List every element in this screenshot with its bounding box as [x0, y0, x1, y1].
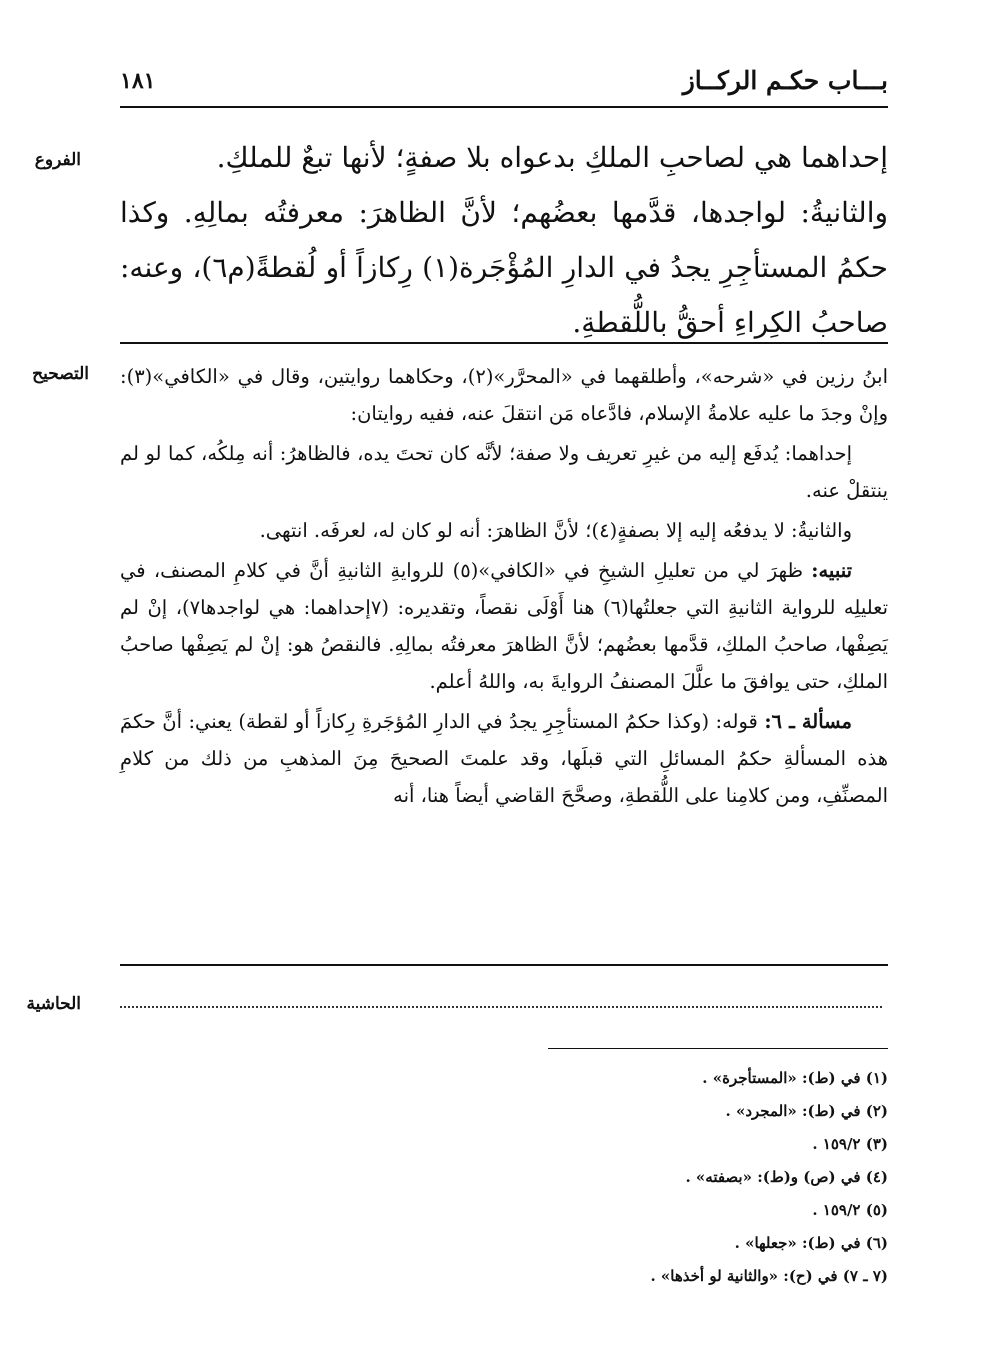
commentary-paragraph [120, 552, 888, 700]
footnotes [420, 1062, 888, 1293]
footnote: (١) في (ط): «المستأجرة» . [702, 1069, 888, 1087]
paragraph-text: والثانيةُ: لا يدفعُه إليه إلا بصفةٍ(٤)؛ لأنَّ الظاهرَ: أنه لو كان له، لعرفَه. انتهى. [259, 519, 852, 542]
page-number: ١٨١ [120, 68, 156, 94]
paragraph-text: ظهرَ لي من تعليلِ الشيخِ في «الكافي»(٥) للروايةِ الثانيةِ أنَّ في كلامِ المصنف، في تعليلِه للرواية الثانيةِ التي جعلتُها(٦) هنا أَوْلَى نقصاً، وتقديره: (٧إحداهما: هي لواجدها٧)، إنْ لم يَصِفْها، صاحبُ الملكِ، قدَّمها بعضُهم؛ لأنَّ الظاهرَ معرفتُه بمالِهِ. فالنقصُ هو: إنْ لم يَصِفْها صاحبُ الملكِ، حتى يوافقَ ما علَّلَ المصنفُ الروايةَ به، واللهُ أعلم. [120, 559, 889, 693]
margin-label-furu: الفروع [34, 150, 81, 170]
footnote: (٢) في (ط): «المجرد» . [725, 1102, 888, 1120]
footnote: (٦) في (ط): «جعلها» . [734, 1234, 888, 1252]
main-text [120, 130, 888, 350]
main-text-divider [120, 342, 888, 344]
chapter-title: بـــاب حكـم الركــاز [682, 66, 888, 95]
commentary-paragraph [120, 512, 888, 549]
footnote: (٤) في (ص) و(ط): «بصفته» . [685, 1168, 888, 1186]
paragraph-text: ابنُ رزين في «شرحه»، وأطلقهما في «المحرَّر»(٢)، وحكاهما روايتين، وقال في «الكافي»(٣): وإنْ وجدَ ما عليه علامةُ الإسلام، فادَّعاه مَن انتقلَ عنه، ففيه روايتان: [120, 365, 888, 425]
commentary-text [120, 358, 888, 817]
header-divider [120, 106, 888, 108]
margin-label-tashih: التصحيح [32, 364, 89, 384]
footnote: (٧ ـ ٧) في (ح): «والثانية لو أخذها» . [650, 1267, 888, 1285]
main-text-paragraph: إحداهما هي لصاحبِ الملكِ بدعواه بلا صفةٍ؛ لأنها تبعٌ للملكِ. [216, 141, 888, 174]
commentary-divider [120, 964, 888, 966]
footnote-divider [548, 1048, 888, 1049]
footnote: (٣) ١٥٩/٢ . [812, 1135, 888, 1153]
hashiya-dotted-line [120, 1006, 882, 1008]
footnote: (٥) ١٥٩/٢ . [812, 1201, 888, 1219]
paragraph-lead: مسألة ـ ٦: [764, 710, 853, 733]
paragraph-text: إحداهما: يُدفَع إليه من غيرِ تعريف ولا صفة؛ لأنَّه كان تحتَ يده، فالظاهرُ: أنه مِلكُه، كما لو لم ينتقلْ عنه. [120, 442, 888, 502]
main-text-paragraph: والثانيةُ: لواجدها، قدَّمها بعضُهم؛ لأنَّ الظاهرَ: معرفتُه بمالِهِ. وكذا حكمُ المستأجِرِ يجدُ في الدارِ المُؤْجَرة(١) رِكازاً أو لُقطةً(م٦)، وعنه: صاحبُ الكِراءِ أحقُّ باللُّقطةِ. [120, 196, 888, 339]
commentary-paragraph [120, 358, 888, 432]
margin-label-hashiya: الحاشية [26, 994, 81, 1014]
paragraph-text: قوله: (وكذا حكمُ المستأجِرِ يجدُ في الدارِ المُؤجَرةِ رِكازاً أو لقطة) يعني: أنَّ حكمَ هذه المسألةِ حكمُ المسائلِ التي قبلَها، وقد علمتَ الصحيحَ مِنَ المذهبِ من ذلك من كلامِ المصنِّفِ، ومن كلامِنا على اللُّقطةِ، وصحَّحَ القاضي أيضاً هنا، أنه [120, 710, 888, 807]
page-header [120, 68, 888, 104]
commentary-paragraph [120, 435, 888, 509]
paragraph-lead: تنبيه: [811, 559, 853, 582]
commentary-paragraph [120, 703, 888, 814]
